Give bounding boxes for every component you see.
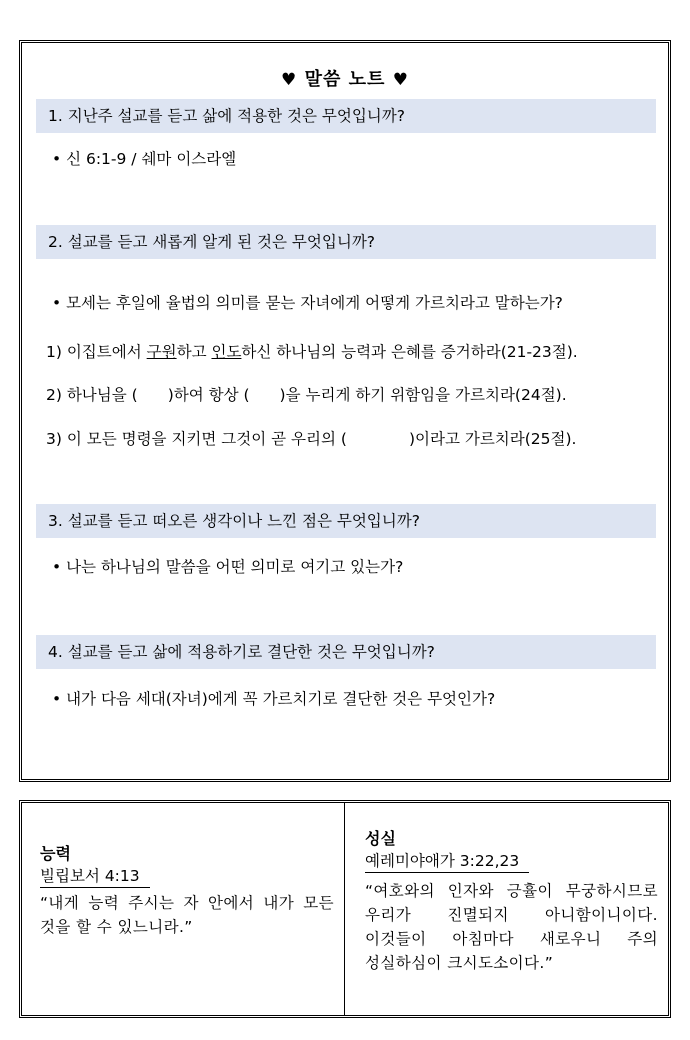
item-1-text: 하신 하나님의 능력과 은혜를 증거하라(21-23절). [241, 343, 578, 361]
underlined-word-guidance: 인도 [211, 343, 242, 361]
question-1: 1. 지난주 설교를 듣고 삶에 적용한 것은 무엇입니까? [36, 99, 656, 133]
item-1-text: 하고 [176, 343, 212, 361]
fill-in-item-2 [46, 383, 567, 405]
question-4-bullet: • 내가 다음 세대(자녀)에게 꼭 가르치기로 결단한 것은 무엇인가? [52, 690, 496, 708]
item-1-text: 1) 이집트에서 [46, 343, 147, 361]
heart-icon: ♥ [392, 70, 409, 90]
question-3-bullet: • 나는 하나님의 말씀을 어떤 의미로 여기고 있는가? [52, 558, 404, 576]
question-2-bullet: • 모세는 후일에 율법의 의미를 묻는 자녀에게 어떻게 가르치라고 말하는가? [52, 294, 563, 312]
fill-in-item-3 [46, 427, 576, 449]
verse-reference: 빌립보서 4:13 [40, 865, 150, 888]
verse-card-left [22, 803, 344, 1015]
sermon-note-box [19, 40, 671, 782]
memory-verse-box [19, 800, 671, 1018]
verse-reference: 예레미야애가 3:22,23 [365, 850, 529, 873]
verse-text: “내게 능력 주시는 자 안에서 내가 모든 것을 할 수 있느니라.” [40, 894, 334, 936]
note-title [22, 65, 668, 91]
item-3-text: )이라고 가르치라(25절). [408, 430, 577, 448]
verse-text: “여호와의 인자와 긍휼이 무궁하시므로 우리가 진멸되지 아니함이니이다. 이것들이 아침마다 새로우니 주의 성실하심이 크시도소이다.” [365, 882, 658, 972]
underlined-word-salvation: 구원 [146, 343, 177, 361]
question-2: 2. 설교를 듣고 새롭게 알게 된 것은 무엇입니까? [36, 225, 656, 259]
item-2-text: )을 누리게 하기 위함임을 가르치라(24절). [279, 386, 567, 404]
question-1-bullet: • 신 6:1-9 / 쉐마 이스라엘 [52, 150, 237, 168]
item-3-text: 3) 이 모든 명령을 지키면 그것이 곧 우리의 ( [46, 430, 347, 448]
heart-icon: ♥ [281, 70, 298, 90]
verse-card-right [345, 803, 668, 1015]
verse-heading: 성실 [365, 829, 396, 848]
verse-heading: 능력 [40, 844, 71, 863]
item-2-text: 2) 하나님을 ( [46, 386, 138, 404]
fill-in-item-1 [46, 340, 578, 362]
question-3: 3. 설교를 듣고 떠오른 생각이나 느낀 점은 무엇입니까? [36, 504, 656, 538]
note-title-text: 말씀 노트 [304, 69, 386, 90]
item-2-text: )하여 항상 ( [167, 386, 250, 404]
question-4: 4. 설교를 듣고 삶에 적용하기로 결단한 것은 무엇입니까? [36, 635, 656, 669]
